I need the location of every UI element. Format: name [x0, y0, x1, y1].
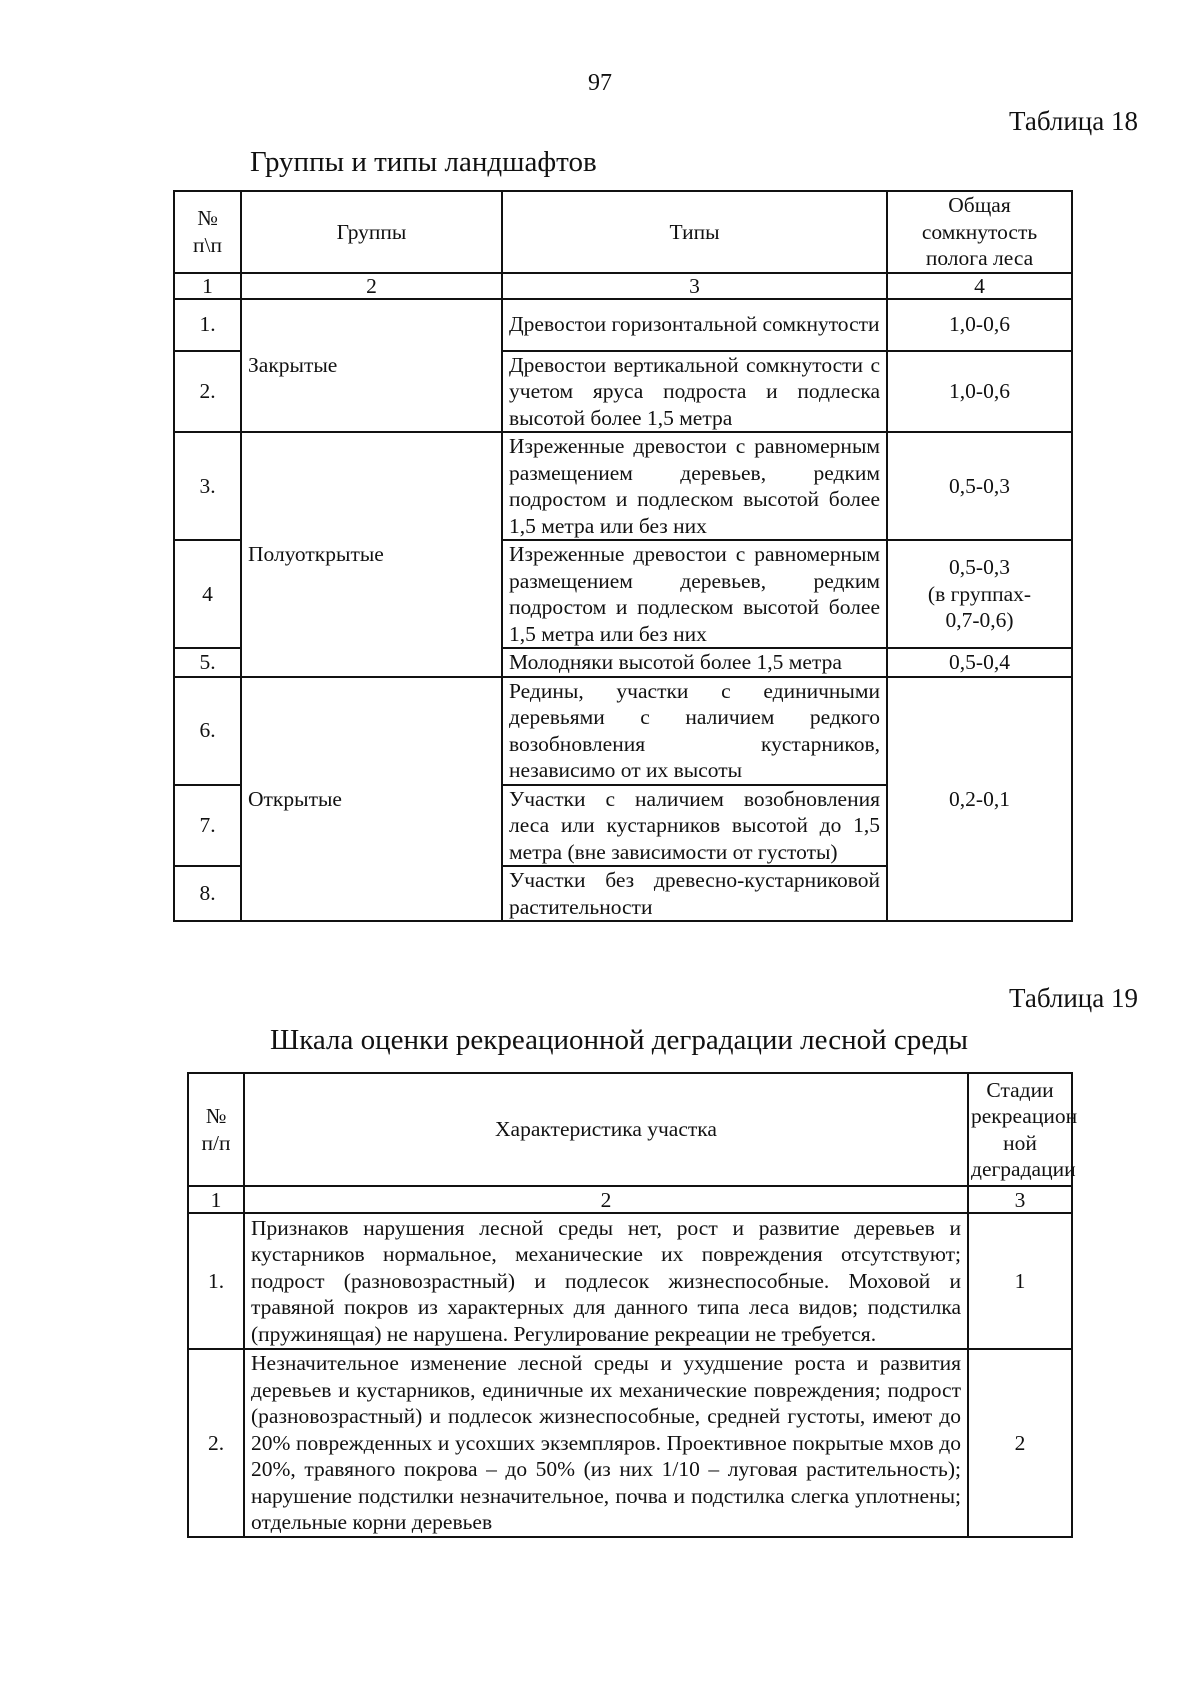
- group-open: Открытые: [241, 677, 502, 922]
- header-density-line: сомкнутость: [921, 219, 1038, 244]
- column-index-row: [174, 273, 1072, 299]
- density-cell: [887, 540, 1072, 648]
- row-number: 2.: [188, 1349, 244, 1537]
- type-cell: Участки без древесно-кустарниковой растительности: [502, 866, 887, 921]
- density-line: (в группах-: [927, 581, 1032, 606]
- column-index: 3: [968, 1186, 1072, 1213]
- type-cell: Редины, участки с единичными деревьями с наличием редкого возобновления кустарников, независимо от их высоты: [502, 677, 887, 785]
- table-19-title: Шкала оценки рекреационной деградации лесной среды: [270, 1024, 968, 1056]
- column-index-row: [188, 1186, 1072, 1213]
- stage-cell: 1: [968, 1213, 1072, 1349]
- density-cell: 1,0-0,6: [887, 351, 1072, 433]
- header-number-line: п/п: [201, 1130, 231, 1155]
- header-stage: [968, 1073, 1078, 1186]
- type-cell: Древостои горизонтальной сомкнутости: [502, 299, 887, 351]
- density-cell: 0,5-0,4: [887, 648, 1072, 677]
- row-number: 3.: [174, 432, 241, 540]
- header-stage-line: Стадии: [986, 1077, 1054, 1102]
- row-number: 8.: [174, 866, 241, 921]
- density-cell: 0,5-0,3: [887, 432, 1072, 540]
- density-cell: 1,0-0,6: [887, 299, 1072, 351]
- header-types: Типы: [502, 191, 887, 273]
- column-index: 1: [188, 1186, 244, 1213]
- type-cell: Изреженные древостои с равномерным размещением деревьев, редким подростом и подлеском высотой более 1,5 метра или без них: [502, 540, 887, 648]
- header-groups: Группы: [241, 191, 502, 273]
- table-header-row: [174, 191, 1072, 273]
- row-number: 1.: [174, 299, 241, 351]
- page-number: 97: [588, 70, 612, 96]
- group-semi-open: Полуоткрытые: [241, 432, 502, 677]
- row-number: 1.: [188, 1213, 244, 1349]
- header-stage-line: рекреацион: [971, 1104, 1078, 1128]
- header-number: [174, 191, 241, 273]
- type-cell: Участки с наличием возобновления леса или кустарников высотой до 1,5 метра (вне зависимости от густоты): [502, 785, 887, 867]
- column-index: 4: [887, 273, 1072, 299]
- column-index: 2: [241, 273, 502, 299]
- table-18-label: Таблица 18: [1009, 106, 1138, 136]
- table-row: [174, 432, 1072, 540]
- row-number: 4: [174, 540, 241, 648]
- landscape-types-table: [173, 190, 1073, 922]
- header-stage-line: ной: [1003, 1130, 1037, 1155]
- column-index: 2: [244, 1186, 968, 1213]
- table-row: [188, 1349, 1072, 1537]
- stage-cell: 2: [968, 1349, 1072, 1537]
- table-row: [188, 1213, 1072, 1349]
- characteristic-cell: Признаков нарушения лесной среды нет, рост и развитие деревьев и кустарников нормальное, механические их повреждения отсутствуют; подрост (разновозрастный) и подлесок жизнеспособные. Моховой и травяной покров из характерных для данного типа леса видов; подстилка (пружинящая) не нарушена. Регулирование рекреации не требуется.: [244, 1213, 968, 1349]
- degradation-scale-table: [187, 1072, 1078, 1538]
- density-line: 0,7-0,6): [945, 608, 1014, 633]
- header-density-line: Общая: [948, 193, 1011, 217]
- column-index: 1: [174, 273, 241, 299]
- row-number: 2.: [174, 351, 241, 433]
- row-number: 5.: [174, 648, 241, 677]
- header-number-line: №: [205, 1104, 227, 1128]
- table-18-title: Группы и типы ландшафтов: [250, 146, 597, 178]
- table-row: [174, 299, 1072, 351]
- type-cell: Молодняки высотой более 1,5 метра: [502, 648, 887, 677]
- characteristic-cell: Незначительное изменение лесной среды и ухудшение роста и развития деревьев и кустарников, единичные их механические повреждения; подрост (разновозрастный) и подлесок жизнеспособные, средней густоты, имеют до 20% поврежденных и усохших экземпляров. Проективное покрытые мхов до 20%, травяного покрова – до 50% (из них 1/10 – луговая растительность); нарушение подстилки незначительное, почва и подстилка слегка уплотнены; отдельные корни деревьев: [244, 1349, 968, 1537]
- table-row: [174, 677, 1072, 785]
- type-cell: Изреженные древостои с равномерным размещением деревьев, редким подростом и подлеском высотой более 1,5 метра или без них: [502, 432, 887, 540]
- type-cell: Древостои вертикальной сомкнутости с учетом яруса подроста и подлеска высотой более 1,5 метра: [502, 351, 887, 433]
- table-19-label: Таблица 19: [1009, 983, 1138, 1013]
- table-header-row: [188, 1073, 1072, 1186]
- header-number: [188, 1073, 244, 1186]
- density-line: 0,5-0,3: [949, 555, 1010, 580]
- row-number: 6.: [174, 677, 241, 785]
- header-stage-line: деградации: [971, 1157, 1076, 1181]
- group-closed: Закрытые: [241, 299, 502, 433]
- header-density-line: полога леса: [925, 246, 1034, 270]
- row-number: 7.: [174, 785, 241, 867]
- header-characteristic: Характеристика участка: [244, 1073, 968, 1186]
- header-number-line: №: [197, 206, 218, 231]
- header-density: [887, 191, 1072, 273]
- column-index: 3: [502, 273, 887, 299]
- density-cell: 0,2-0,1: [887, 677, 1072, 922]
- header-number-line: п\п: [193, 232, 222, 257]
